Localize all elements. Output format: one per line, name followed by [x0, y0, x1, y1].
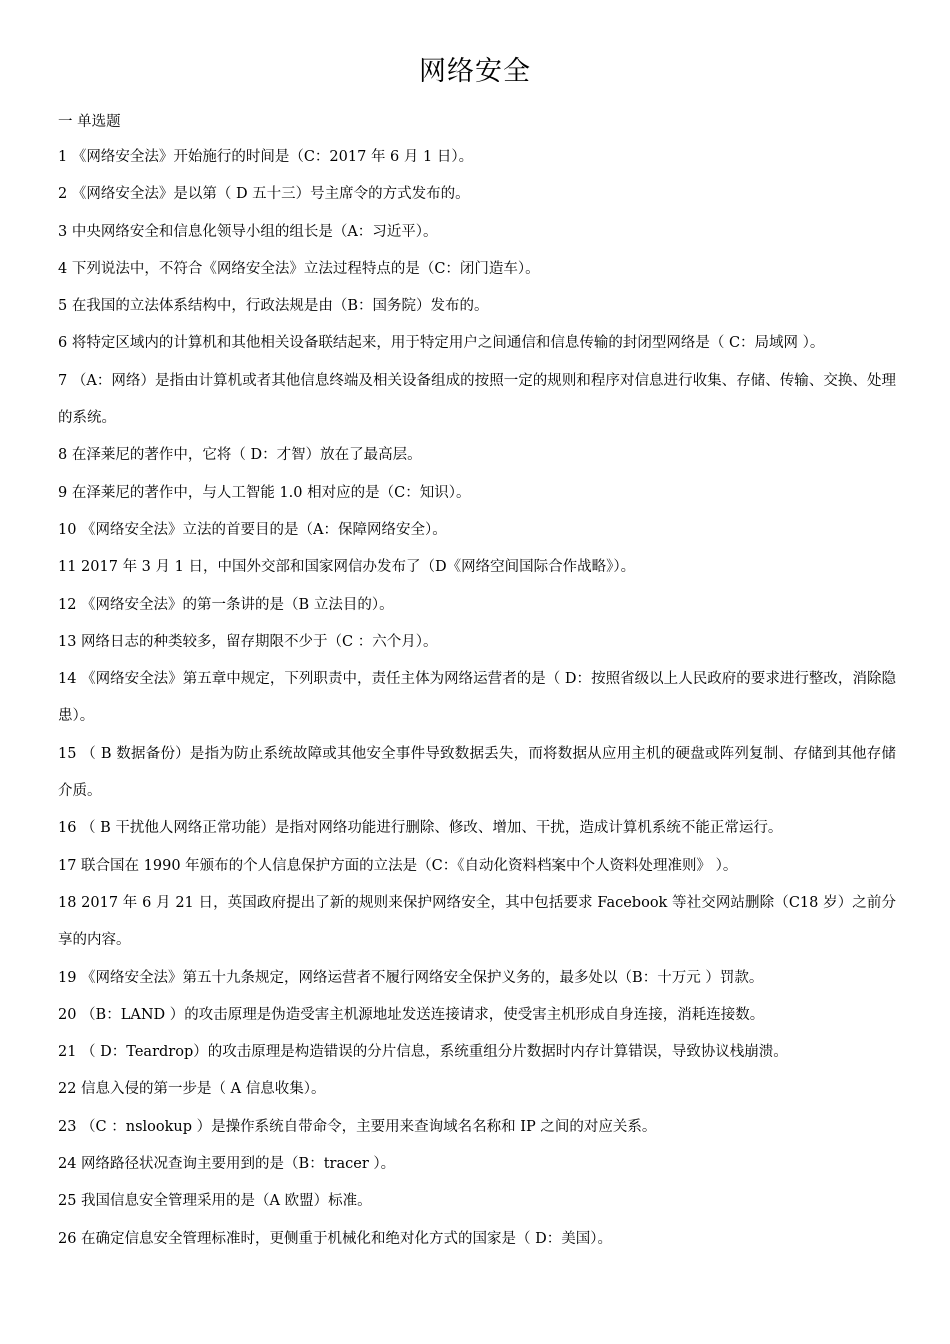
question-item: 15 （ B 数据备份）是指为防止系统故障或其他安全事件导致数据丢失，而将数据从应用主机的硬盘或阵列复制、存储到其他存储介质。 [58, 745, 896, 800]
document-title: 网络安全 [419, 56, 531, 87]
question-item: 1 《网络安全法》开始施行的时间是（C：2017 年 6 月 1 日）。 [58, 149, 474, 165]
question-item: 14 《网络安全法》第五章中规定，下列职责中，责任主体为网络运营者的是（ D：按照省级以上人民政府的要求进行整改，消除隐患）。 [58, 671, 896, 725]
question-item: 11 2017 年 3 月 1 日，中国外交部和国家网信办发布了（D《网络空间国际合作战略》）。 [58, 559, 636, 576]
question-item: 16 （ B 干扰他人网络正常功能）是指对网络功能进行删除、修改、增加、干扰，造成计算机系统不能正常运行。 [58, 820, 783, 837]
question-item: 12 《网络安全法》的第一条讲的是（B 立法目的）。 [58, 596, 394, 613]
question-item: 3 中央网络安全和信息化领导小组的组长是（A：习近平）。 [58, 223, 438, 240]
question-item: 17 联合国在 1990 年颁布的个人信息保护方面的立法是（C：《自动化资料档案中个人资料处理准则》 ）。 [58, 857, 738, 874]
question-item: 8 在泽莱尼的著作中，它将（ D：才智）放在了最高层。 [58, 447, 422, 464]
question-item: 18 2017 年 6 月 21 日，英国政府提出了新的规则来保护网络安全，其中包括要求 Facebook 等社交网站删除（C18 岁）之前分享的内容。 [58, 894, 896, 949]
question-item: 9 在泽莱尼的著作中，与人工智能 1.0 相对应的是（C：知识）。 [58, 484, 471, 501]
question-item: 6 将特定区域内的计算机和其他相关设备联结起来，用于特定用户之间通信和信息传输的封闭型网络是（ C：局域网 ）。 [58, 335, 825, 352]
question-item: 5 在我国的立法体系结构中，行政法规是由（B：国务院）发布的。 [58, 298, 489, 315]
question-item: 25 我国信息安全管理采用的是（A 欧盟）标准。 [58, 1193, 372, 1210]
question-item: 22 信息入侵的第一步是（ A 信息收集）。 [58, 1081, 326, 1098]
question-item: 2 《网络安全法》是以第（ D 五十三）号主席令的方式发布的。 [58, 186, 470, 203]
question-item: 26 在确定信息安全管理标准时，更侧重于机械化和绝对化方式的国家是（ D：美国）。 [58, 1230, 613, 1247]
question-item: 4 下列说法中，不符合《网络安全法》立法过程特点的是（C：闭门造车）。 [58, 260, 540, 277]
question-item: 23 （C ：nslookup ）是操作系统自带命令，主要用来查询域名名称和 IP 之间的对应关系。 [58, 1118, 657, 1135]
question-item: 24 网络路径状况查询主要用到的是（B：tracer ）。 [58, 1156, 396, 1173]
question-item: 10 《网络安全法》立法的首要目的是（A：保障网络安全）。 [58, 521, 447, 538]
question-item: 13 网络日志的种类较多，留存期限不少于（C ：六个月）。 [58, 633, 438, 650]
section-heading: 一 单选题 [58, 114, 121, 130]
question-list [58, 139, 896, 1258]
question-item: 7 （A：网络）是指由计算机或者其他信息终端及相关设备组成的按照一定的规则和程序对信息进行收集、存储、传输、交换、处理的系统。 [58, 372, 896, 427]
question-item: 19 《网络安全法》第五十九条规定，网络运营者不履行网络安全保护义务的，最多处以（B：十万元 ）罚款。 [58, 969, 764, 986]
question-item: 21 （ D：Teardrop）的攻击原理是构造错误的分片信息，系统重组分片数据时内存计算错误，导致协议栈崩溃。 [58, 1044, 788, 1061]
question-item: 20 （B：LAND ）的攻击原理是伪造受害主机源地址发送连接请求，使受害主机形成自身连接，消耗连接数。 [58, 1006, 765, 1023]
